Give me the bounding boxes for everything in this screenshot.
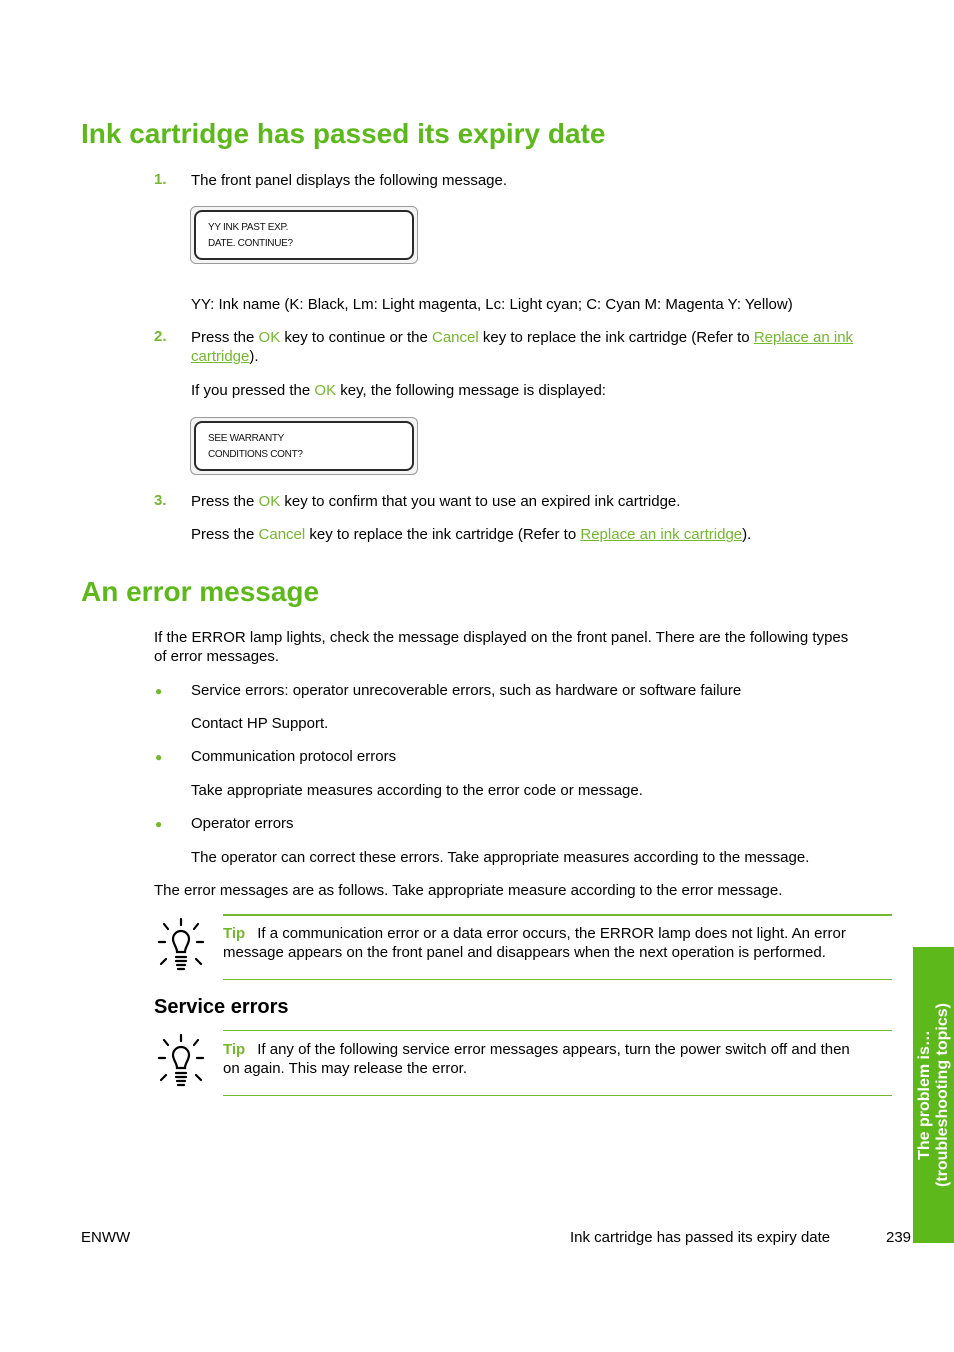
tip-bottom-rule xyxy=(223,1095,892,1096)
step-2-followup: If you pressed the OK key, the following message is displayed: xyxy=(191,382,606,399)
page-number: 239 xyxy=(886,1229,912,1246)
bullet-detail: Contact HP Support. xyxy=(191,715,329,732)
lcd-line-2: DATE. CONTINUE? xyxy=(208,238,293,249)
bullet-communication-errors: Communication protocol errors xyxy=(191,748,397,765)
bullet-operator-errors: Operator errors xyxy=(191,815,294,832)
step-number-1: 1. xyxy=(154,171,167,188)
lcd-line-1: YY INK PAST EXP. xyxy=(208,222,289,233)
lcd-message-see-warranty xyxy=(190,417,418,475)
chapter-side-tab-label: The problem is… (troubleshooting topics) xyxy=(915,1003,951,1187)
lightbulb-icon xyxy=(156,1033,206,1087)
ok-key-label: OK xyxy=(258,329,281,346)
tip-2-line-2: on again. This may release the error. xyxy=(223,1060,468,1077)
step-3-followup: Press the Cancel key to replace the ink cartridge (Refer to Replace an ink cartridge). xyxy=(191,526,752,543)
lcd-line-1: SEE WARRANTY xyxy=(208,433,285,444)
closing-text: The error messages are as follows. Take appropriate measure according to the error message. xyxy=(154,882,783,899)
intro-line-1: If the ERROR lamp lights, check the message displayed on the front panel. There are the following types xyxy=(154,629,849,646)
cancel-key-label: Cancel xyxy=(431,329,479,346)
tip-top-rule xyxy=(223,1030,892,1031)
tip-1-line-1: Tip If a communication error or a data error occurs, the ERROR lamp does not light. An error xyxy=(223,925,846,942)
intro-line-2: of error messages. xyxy=(154,648,280,665)
tip-2-line-1: Tip If any of the following service error messages appears, turn the power switch off and then xyxy=(223,1041,850,1058)
step-1-text: The front panel displays the following message. xyxy=(191,172,508,189)
chapter-side-tab[interactable] xyxy=(913,947,954,1243)
page-title: Ink cartridge has passed its expiry date xyxy=(81,118,606,149)
lightbulb-icon xyxy=(156,917,206,971)
bullet-dot: ● xyxy=(155,750,163,764)
bullet-service-errors: Service errors: operator unrecoverable errors, such as hardware or software failure xyxy=(191,682,742,699)
bullet-dot: ● xyxy=(155,684,163,698)
cancel-key-label: Cancel xyxy=(258,526,306,543)
tip-top-rule xyxy=(223,914,892,916)
step-2-text: Press the OK key to continue or the Cancel key to replace the ink cartridge (Refer to Replace an ink cartridge). xyxy=(191,329,854,365)
replace-ink-cartridge-link[interactable]: Replace an ink cartridge xyxy=(191,329,854,365)
tip-label: Tip xyxy=(223,925,246,942)
bullet-detail: The operator can correct these errors. Take appropriate measures according to the message. xyxy=(191,849,810,866)
footer-chapter-title: Ink cartridge has passed its expiry date xyxy=(570,1229,831,1246)
ok-key-label: OK xyxy=(258,493,281,510)
ink-name-note: YY: Ink name (K: Black, Lm: Light magenta, Lc: Light cyan; C: Cyan M: Magenta Y: Yellow) xyxy=(191,296,793,313)
step-number-3: 3. xyxy=(154,492,167,509)
section-heading-error-message: An error message xyxy=(81,576,320,607)
lcd-line-2: CONDITIONS CONT? xyxy=(208,449,303,460)
footer-left: ENWW xyxy=(81,1229,131,1246)
tip-bottom-rule xyxy=(223,979,892,980)
lcd-message-ink-past-exp xyxy=(190,206,418,264)
bullet-dot: ● xyxy=(155,817,163,831)
tip-1-line-2: message appears on the front panel and disappears when the next operation is performed. xyxy=(223,944,826,961)
replace-ink-cartridge-link[interactable]: Replace an ink cartridge xyxy=(580,526,743,543)
ok-key-label: OK xyxy=(314,382,337,399)
step-3-text: Press the OK key to confirm that you want to use an expired ink cartridge. xyxy=(191,493,681,510)
tip-label: Tip xyxy=(223,1041,246,1058)
section-heading-service-errors: Service errors xyxy=(154,996,289,1018)
bullet-detail: Take appropriate measures according to the error code or message. xyxy=(191,782,643,799)
step-number-2: 2. xyxy=(154,328,167,345)
